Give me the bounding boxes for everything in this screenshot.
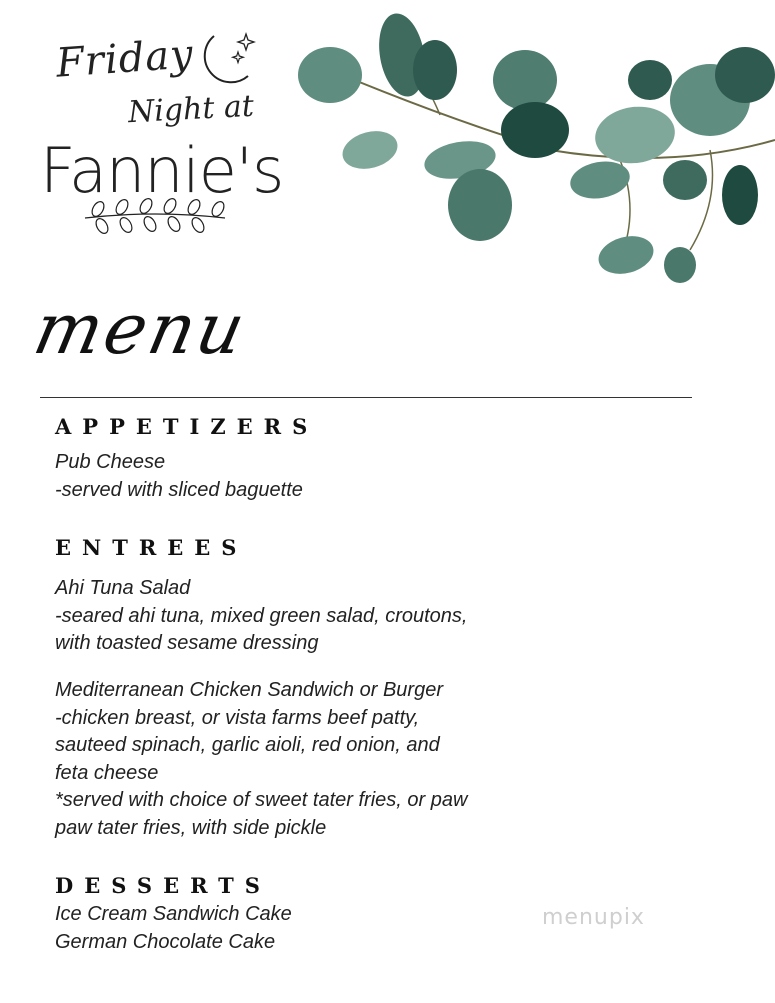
- section-heading-appetizers: APPETIZERS: [55, 414, 319, 439]
- item-line: Ice Cream Sandwich Cake: [55, 903, 292, 925]
- item-line: Ahi Tuna Salad: [55, 577, 191, 599]
- item-line: paw tater fries, with side pickle: [55, 816, 327, 839]
- section-heading-entrees: ENTREES: [55, 535, 248, 560]
- logo-line-night-at: Night at: [127, 88, 255, 131]
- menu-item-ahi-tuna-salad: [55, 575, 467, 658]
- item-line: -seared ahi tuna, mixed green salad, croutons,: [55, 604, 468, 627]
- section-heading-desserts: DESSERTS: [55, 873, 271, 898]
- logo-name: Fannie's: [40, 134, 284, 207]
- item-line: sauteed spinach, garlic aioli, red onion, and: [55, 734, 440, 756]
- item-line: -served with sliced baguette: [55, 478, 303, 501]
- item-line: German Chocolate Cake: [55, 930, 276, 953]
- item-line: *served with choice of sweet tater fries, or paw: [55, 789, 468, 811]
- item-line: Mediterranean Chicken Sandwich or Burger: [55, 679, 443, 701]
- menu-item-pub-cheese: [55, 449, 303, 504]
- item-line: feta cheese: [55, 761, 159, 784]
- menu-item-mediterranean-chicken: [55, 677, 467, 842]
- divider-line: [40, 397, 692, 398]
- menu-title: menu: [27, 288, 255, 370]
- moon-stars-icon: [186, 28, 266, 98]
- item-line: Pub Cheese: [55, 451, 166, 473]
- laurel-sprig-icon: [80, 196, 230, 236]
- fannies-logo: [36, 28, 284, 243]
- watermark: menupix: [542, 905, 645, 930]
- eucalyptus-leaves-illustration: [290, 0, 775, 290]
- item-line: -chicken breast, or vista farms beef patty,: [55, 706, 420, 729]
- menu-item-desserts-list: [55, 901, 292, 956]
- item-line: with toasted sesame dressing: [55, 632, 319, 654]
- logo-line-friday: Friday: [54, 31, 196, 87]
